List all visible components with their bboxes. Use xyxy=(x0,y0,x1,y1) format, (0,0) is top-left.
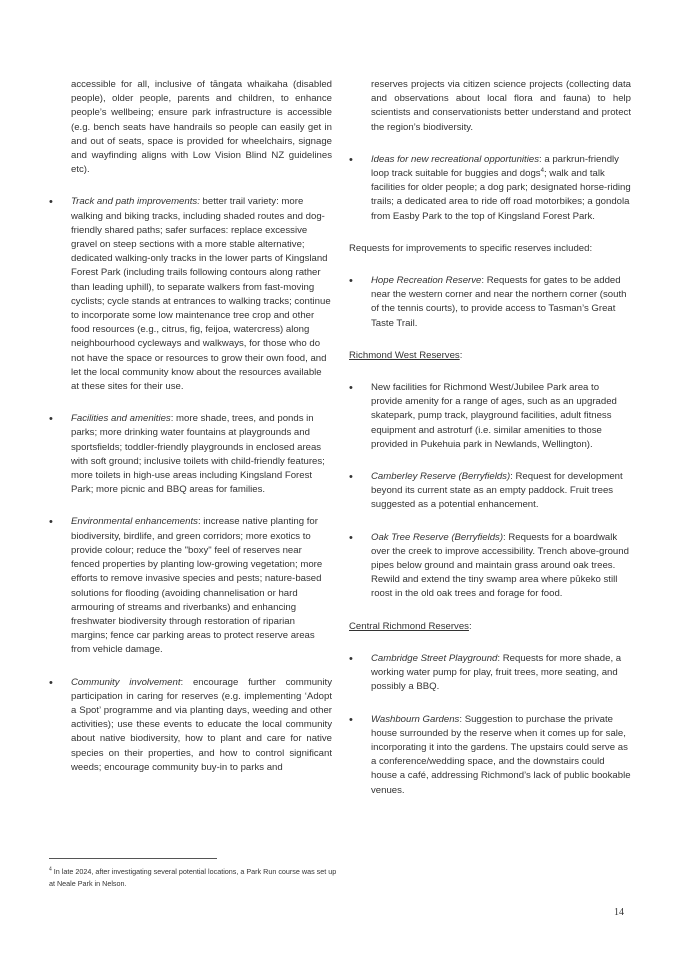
requests-intro: Requests for improvements to specific reserves included: xyxy=(349,242,593,254)
bullet-camberley xyxy=(349,470,631,513)
footnote-text: In late 2024, after investigating several potential locations, a Park Run course was set up at Neale Park in Nelson. xyxy=(49,867,337,888)
bullet-title: Ideas for new recreational opportunities xyxy=(371,153,539,165)
footnote-reference[interactable]: 4 xyxy=(540,167,544,174)
continuation-paragraph: reserves projects via citizen science projects (collecting data and observations about local flora and fauna) to help scientists and conservationists better understand and protect the region’s biodiversity. xyxy=(371,79,631,133)
bullet-title: Track and path improvements: xyxy=(71,196,200,208)
bullet-title: Oak Tree Reserve (Berryfields) xyxy=(371,531,504,543)
bullet-washbourn xyxy=(349,713,631,798)
bullet-marker xyxy=(349,381,359,396)
bullet-title: Environmental enhancements xyxy=(71,516,198,528)
footnote xyxy=(49,866,339,890)
section-heading-richmond-west xyxy=(349,349,631,363)
bullet-text: : Request for development beyond its current state as an empty paddock. Fruit trees suggested as a potential enhancement. xyxy=(371,471,623,511)
bullet-text: : Requests for more shade, a working water pump for play, fruit trees, more seating, and possibly a BBQ. xyxy=(371,652,622,693)
page-number: 14 xyxy=(614,907,624,918)
bullet-text: : encourage further community participation in caring for reserves (e.g. implementing ‘Adopt a Spot’ programme and via planting days, weeding and other activities); use these events to educate the local community about native biodiversity, how to plant and care for native species on their properties, and how to control significant weeds; encourage community buy-in to parks and xyxy=(71,676,332,773)
bullet-marker xyxy=(349,470,359,485)
bullet-text: ; walk and talk facilities for older people; a dog park; designated horse-riding trails; a dedicated area to ride off road motorbikes; a gondola from Easby Park to the top of Kingsland Forest Park. xyxy=(371,168,631,222)
bullet-facilities xyxy=(49,412,332,497)
bullet-title: Cambridge Street Playground xyxy=(371,652,498,664)
bullet-oak-tree xyxy=(349,531,631,602)
heading-text: Richmond West Reserves xyxy=(349,349,460,361)
right-column xyxy=(349,78,631,816)
bullet-marker xyxy=(49,412,59,427)
bullet-marker xyxy=(349,274,359,289)
continuation-paragraph: accessible for all, inclusive of tāngata whaikaha (disabled people), older people, parents and children, to enhance people’s wellbeing; ensure park infrastructure is accessible (e.g. bench seats have handrails so people can easily get in and out of seats, space is provided for wheelchairs, signage and wayfinding aligns with Low Vision Blind NZ guidelines etc). xyxy=(71,79,332,176)
bullet-cambridge xyxy=(349,652,631,695)
bullet-marker xyxy=(49,515,59,530)
bullet-text: : Requests for gates to be added near the western corner and near the northern corner (south of the tennis courts), to provide access to Tasman’s Great Taste Trail. xyxy=(371,275,627,329)
bullet-title: Hope Recreation Reserve xyxy=(371,275,482,287)
bullet-marker xyxy=(349,713,359,728)
heading-colon: : xyxy=(459,349,463,361)
bullet-track-path xyxy=(49,195,332,394)
bullet-marker xyxy=(349,531,359,546)
heading-colon: : xyxy=(468,620,472,632)
heading-text: Central Richmond Reserves xyxy=(349,620,469,632)
bullet-title: Facilities and amenities xyxy=(71,413,171,425)
bullet-text: New facilities for Richmond West/Jubilee Park area to provide amenity for a range of ages, such as an upgraded skatepark, pump track, playground facilities, adult fitness equipment and astroturf (i.e. similar amenities to those provided in Pukehuia park in Newlands, Wellington). xyxy=(371,382,617,450)
bullet-text: : more shade, trees, and ponds in parks; more drinking water fountains at playgrounds and sportsfields; toddler-friendly playgrounds in enclosed areas with soft ground; inclusive toilets with child-friendly features; more toilets in high-use areas including Kingsland Forest Park; more picnic and BBQ areas for families. xyxy=(71,413,325,496)
bullet-title: Camberley Reserve (Berryfields) xyxy=(371,471,511,483)
bullet-marker xyxy=(349,652,359,667)
bullet-community xyxy=(49,676,332,775)
bullet-marker xyxy=(349,153,359,168)
bullet-text: : Requests for a boardwalk over the creek to improve accessibility. Trench above-ground pipes below ground and maintain grass around oak trees. Rewild and extend the tiny swamp area where pūkeko still roost in the old oak trees and forage for food. xyxy=(371,531,629,600)
bullet-marker xyxy=(49,195,59,210)
bullet-text: better trail variety: more walking and biking tracks, including shaded routes and dog-friendly shared paths; safer surfaces: replace excessive gravel on steep sections with a more stable alternative; dedicated walking-only tracks in the lower parts of Kingsland Forest Park (including trails following contours along rather than leading uphill), to separate walkers from fast-moving cyclists; cycle stands at entrances to walking tracks; continue to incorporate some low maintenance tree crop and other food resources (e.g., citrus, fig, feijoa, watercress) along neighbourhood cycleways and walkways, for those who do not have the space or resources to grow their own food, and let the local community know about the resources available at these sites for their use. xyxy=(71,196,331,393)
bullet-title: Community involvement xyxy=(71,676,181,688)
bullet-text: : increase native planting for biodiversity, birdlife, and green corridors; more exotics to provide colour; reduce the "boxy" feel of reserves near fenced properties by planting low-growing vegetation; more efforts to remove invasive species and pests; nature-based solutions for flooding (avoiding channelisation or hard armouring of streams and riverbanks) and enhancing freshwater biodiversity through restoration of riparian margins; fence car parking areas to protect reserve areas from vehicle damage. xyxy=(71,516,323,656)
bullet-ideas xyxy=(349,153,631,224)
bullet-title: Washbourn Gardens xyxy=(371,713,460,725)
left-column xyxy=(49,78,332,793)
bullet-environmental xyxy=(49,515,332,657)
footnote-marker: 4 xyxy=(49,866,52,873)
bullet-marker xyxy=(49,676,59,691)
section-heading-central-richmond xyxy=(349,620,631,634)
bullet-hope-reserve xyxy=(349,274,631,331)
bullet-richmond-west-facilities xyxy=(349,381,631,452)
bullet-text: : a parkrun-friendly loop track suitable for buggies and dogs xyxy=(371,153,619,180)
bullet-text: : Suggestion to purchase the private house surrounded by the reserve when it comes up for sale, incorporating it into the gardens. The upstairs could serve as a conference/wedding space, and the downstairs could house a café, addressing Richmond’s lack of public bookable venues. xyxy=(371,713,631,796)
footnote-divider xyxy=(49,858,217,859)
